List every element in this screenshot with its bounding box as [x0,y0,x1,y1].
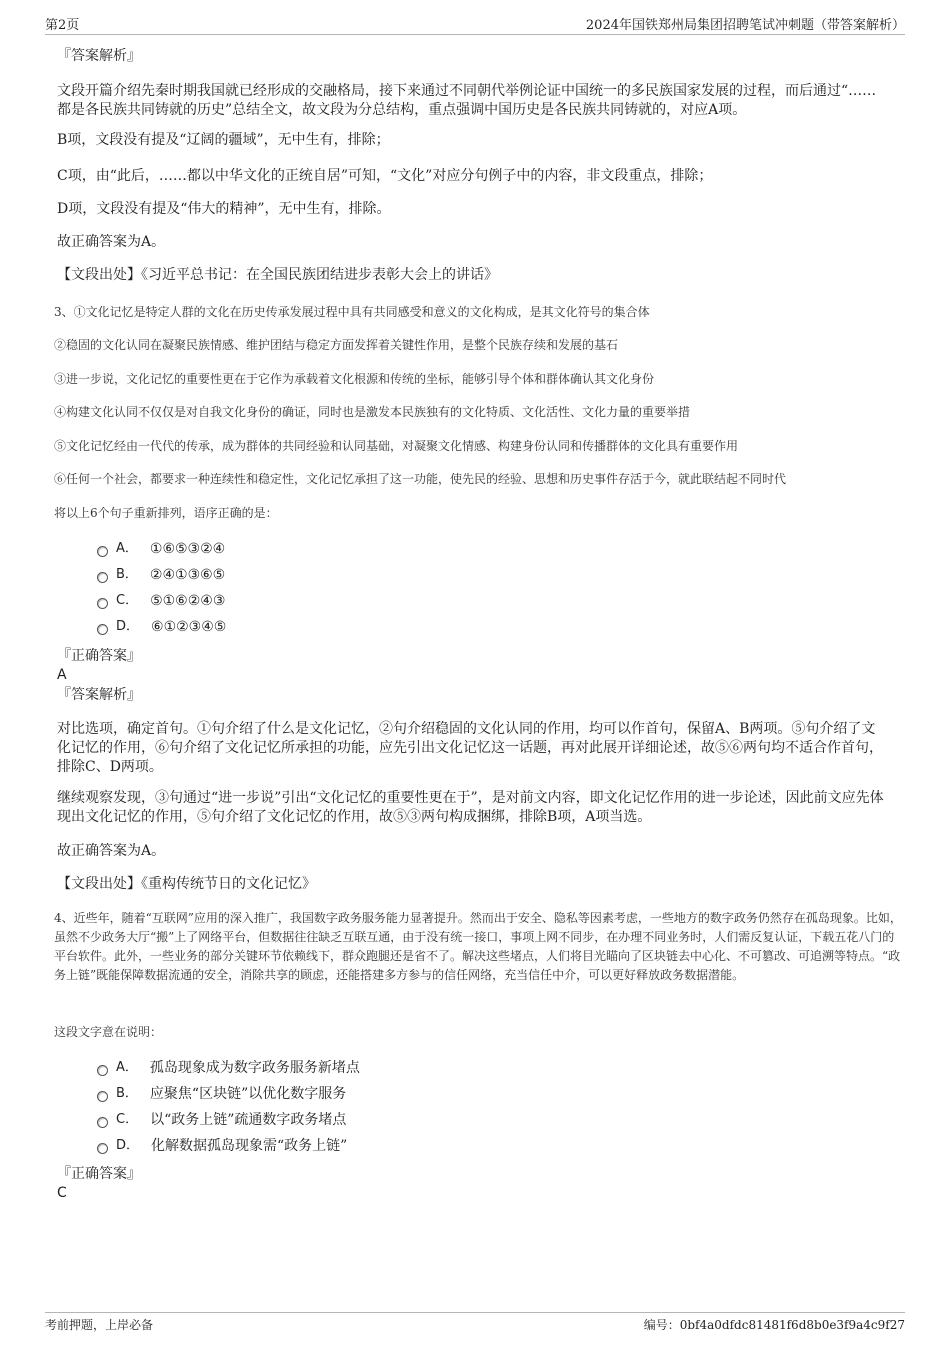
radio-button[interactable] [97,598,108,609]
question-sentence: ②稳固的文化认同在凝聚民族情感、维护团结与稳定方面发挥着关键性作用，是整个民族存续和发展的基石 [54,338,619,352]
question-stem: 3、①文化记忆是特定人群的文化在历史传承发展过程中具有共同感受和意义的文化构成，是其文化符号的集合体 [54,305,650,319]
footer-slogan: 考前押题，上岸必备 [45,1318,154,1332]
question-sentence: ⑤文化记忆经由一代代的传承，成为群体的共同经验和认同基础，对凝聚文化情感、构建身份认同和传播群体的文化具有重要作用 [54,439,739,453]
analysis-paragraph: C项，由“此后，……都以中华文化的正统自居”可知，“文化”对应分句例子中的内容，非文段重点，排除； [57,168,713,184]
question-prompt: 将以上6个句子重新排列，语序正确的是： [54,506,278,520]
option-text: 化解数据孤岛现象需“政务上链” [151,1138,348,1154]
document-title: 2024年国铁郑州局集团招聘笔试冲刺题（带答案解析） [585,18,905,33]
option-letter: C． [116,1112,139,1127]
question-stem: 4、近些年，随着“互联网”应用的深入推广，我国数字政务服务能力显著提升。然而出于安全、隐私等因素考虑，一些地方的数字政务仍然存在孤岛现象。比如，虽然不少政务大厅“搬”上了网络平台，但数据往往缺乏互联互通，由于没有统一接口，事项上网不同步，在办理不同业务时，人们需反复认证，下载五花八门的平台软件。此外，一些业务的部分关键环节依赖线下，群众跑腿还是省不了。解决这些堵点，人们将目光瞄向了区块链去中心化、不可篡改、可追溯等特点。“政务上链”既能保障数据流通的安全，消除共享的顾虑，还能搭建多方参与的信任网络，充当信任中介，可以更好释放政务数据潜能。 [54,911,902,982]
radio-button[interactable] [97,1065,108,1076]
document-code: 编号：0bf4a0dfdc81481f6d8b0e3f9a4c9f27 [643,1318,905,1332]
radio-button[interactable] [97,1143,108,1154]
option-a[interactable] [97,1058,360,1078]
option-text: ①⑥⑤③②④ [149,541,226,557]
analysis-conclusion: 故正确答案为A。 [57,234,166,250]
option-letter: B． [116,567,138,582]
option-d[interactable] [97,617,226,637]
source-citation: 【文段出处】《习近平总书记：在全国民族团结进步表彰大会上的讲话》 [57,267,498,283]
page-header [45,12,905,35]
radio-button[interactable] [97,572,108,583]
option-letter: D． [116,1138,140,1153]
radio-button[interactable] [97,1091,108,1102]
question-sentence: ④构建文化认同不仅仅是对自我文化身份的确证，同时也是激发本民族独有的文化特质、文化活性、文化力量的重要举措 [54,405,691,419]
analysis-paragraph: 对比选项，确定首句。①句介绍了什么是文化记忆，②句介绍稳固的文化认同的作用，均可以作首句，保留A、B两项。⑤句介绍了文化记忆的作用，⑥句介绍了文化记忆所承担的功能，应先引出文化记忆这一话题，再对此展开详细论述，故⑤⑥两句均不适合作首句，排除C、D两项。 [57,721,883,775]
option-text: ⑤①⑥②④③ [150,593,226,609]
option-text: 应聚焦“区块链”以优化数字服务 [149,1086,347,1102]
radio-button[interactable] [97,624,108,635]
radio-button[interactable] [97,546,108,557]
question-sentence: ③进一步说，文化记忆的重要性更在于它作为承载着文化根源和传统的坐标，能够引导个体和群体确认其文化身份 [54,372,655,386]
answer-value: A [57,667,67,683]
analysis-paragraph: 继续观察发现，③句通过“进一步说”引出“文化记忆的重要性更在于”，是对前文内容，即文化记忆作用的进一步论述，因此前文应先体现出文化记忆的作用，⑤句介绍了文化记忆的作用，故⑤③两句构成捆绑，排除B项，A项当选。 [57,790,884,825]
analysis-label: 『答案解析』 [57,48,141,64]
option-letter: A． [116,1060,138,1075]
option-d[interactable] [97,1136,347,1156]
option-b[interactable] [97,1084,346,1104]
source-citation: 【文段出处】《重构传统节日的文化记忆》 [57,876,316,892]
option-text: 孤岛现象成为数字政务服务新堵点 [149,1060,360,1076]
option-text: ⑥①②③④⑤ [151,619,227,635]
option-b[interactable] [97,565,225,585]
option-letter: A． [116,541,138,556]
page-number: 第2页 [45,18,80,33]
analysis-paragraph: B项，文段没有提及“辽阔的疆域”，无中生有，排除； [57,132,390,148]
analysis-conclusion: 故正确答案为A。 [57,843,166,859]
option-letter: C． [116,593,139,608]
answer-label: 『正确答案』 [57,1166,141,1182]
radio-button[interactable] [97,1117,108,1128]
page-footer [45,1312,905,1332]
analysis-paragraph: 文段开篇介绍先秦时期我国就已经形成的交融格局，接下来通过不同朝代举例论证中国统一的多民族国家发展的过程，而后通过“……都是各民族共同铸就的历史”总结全文，故文段为分总结构，重点强调中国历史是各民族共同铸就的，对应A项。 [57,83,877,118]
analysis-paragraph: D项，文段没有提及“伟大的精神”，无中生有，排除。 [57,201,391,217]
answer-value: C [57,1185,67,1201]
answer-label: 『正确答案』 [57,648,141,664]
option-text: 以“政务上链”疏通数字政务堵点 [150,1112,347,1128]
analysis-label: 『答案解析』 [57,687,141,703]
option-letter: D． [116,619,140,634]
option-text: ②④①③⑥⑤ [149,567,226,583]
question-sentence: ⑥任何一个社会，都要求一种连续性和稳定性，文化记忆承担了这一功能，使先民的经验、思想和历史事件存活于今，就此联结起不同时代 [54,472,787,486]
option-c[interactable] [97,1110,346,1130]
option-letter: B． [116,1086,138,1101]
option-c[interactable] [97,591,225,611]
option-a[interactable] [97,539,225,559]
question-prompt: 这段文字意在说明： [54,1025,163,1039]
